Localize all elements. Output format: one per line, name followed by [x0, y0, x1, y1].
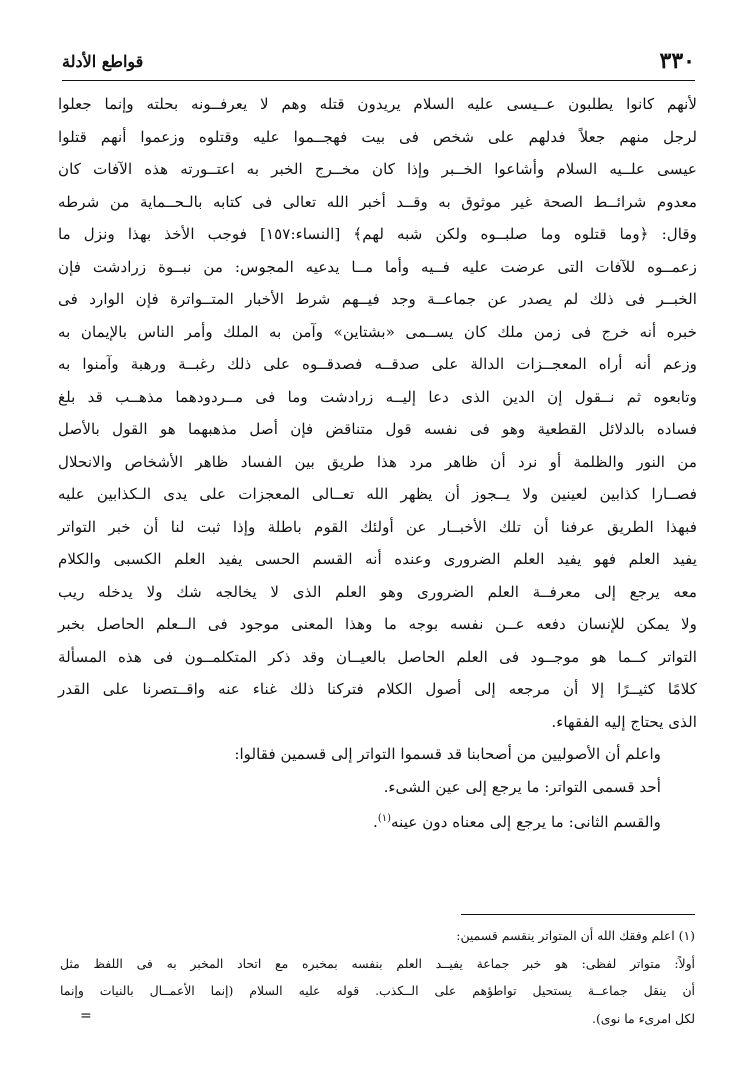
text-line: خبره أنه خرج فى زمن ملك كان يســمى «بشتاين» وآمن به الملك وأمر الناس بالإيمان به: [58, 322, 697, 341]
header-rule: [62, 80, 695, 81]
footnote-line: أولاً: متواتر لفظى: هو خبر جماعة يفيــد العلم بنفسه بمخبره مع اتحاد المخبر به فى اللفظ مثل: [60, 955, 695, 971]
text-line-with-footnote: [58, 803, 697, 836]
text-line: لأنهم كانوا يطلبون عــيسى عليه السلام يريدون قتله وهم لا يعرفــونه بحلته وإنما جعلوا: [58, 95, 697, 113]
text-line: ولا يمكن للإنسان دفعه عــن نفسه بوجه ما وهذا المعنى موجود فى الــعلم الحاصل بخبر: [58, 615, 697, 633]
text-line: فبهذا الطريق عرفنا أن تلك الأخبــار عن أولئك القوم باطلة وإذا ثبت لنا أن خبر التواتر: [58, 517, 697, 536]
footnote-line: أن ينقل جماعــة يستحيل تواطؤهم على الــكذب. قوله عليه السلام (إنما الأعمــال بالنيات وإنما: [60, 983, 695, 998]
text-line: وزعم أنه أراه المعجــزات الدالة على صدقــه فصدقــوه على ذلك رغبــة ورهبة وآمنوا به: [58, 355, 697, 373]
main-text: [58, 88, 697, 836]
text-line: فصــارا كذابين لعينين ولا يــجوز أن يظهر الله تعــالى المعجزات على يدى الـكذابين عليه: [58, 485, 697, 503]
text-line: واعلم أن الأصوليين من أصحابنا قد قسموا التواتر إلى قسمين فقالوا:: [234, 745, 661, 763]
period: .: [373, 813, 378, 832]
footnote-separator: [461, 914, 695, 915]
text-line: الخبــر فى ذلك لم يصدر عن جماعــة وجد فيــهم شرط الأخبار المتــواترة فإن الوارد فى: [58, 290, 697, 308]
text-line: معدوم شرائــط الصحة غير موثوق به وقــد أخبر الله تعالى فى كتابه بالـحــماية من شرطه: [58, 192, 697, 211]
text-line: يفيد العلم فهو يفيد العلم الضرورى وعنده أنه القسم الحسى يفيد العلم الكسبى والكلام: [58, 550, 697, 568]
text-line: عيسى علــيه السلام وأشاعوا الخــبر وإذا كان مخــرج الخبر به اعتــورته هذه الآفات كان: [58, 160, 697, 178]
text-line: كلامًا كثيــرًا إلا أن مرجعه إلى أصول الكلام فتركنا ذلك غناء عنه واقــتصرنا على القدر: [58, 680, 697, 698]
running-title: قواطع الأدلة: [62, 51, 144, 71]
footnote-line: لكل امرىء ما نوى).: [592, 1010, 695, 1026]
text-line: أحد قسمى التواتر: ما يرجع إلى عين الشىء.: [383, 777, 661, 796]
text-line: فساده بالدلائل القطعية وهو فى نفسه قول متناقض فإن أصل مذهبهما هو القول بالأصل: [58, 420, 697, 438]
footnotes: [60, 922, 695, 1032]
footnote-line: (١) اعلم وفقك الله أن المتواتر ينقسم قسمين:: [456, 928, 695, 943]
text-line: وتابعوه ثم نــقول إن الدين الذى دعا إليــه زرادشت وما فى مــردودهما مذهــب قد بلغ: [58, 387, 697, 406]
text-line: معه يرجع إلى معرفــة العلم الضرورى وهو العلم الذى لا يخالجه شك ولا يدخله ريب: [58, 582, 697, 601]
page-number: ٣٣٠: [659, 48, 695, 74]
text-line: الذى يحتاج إليه الفقهاء.: [551, 712, 697, 731]
text-line: من النور والظلمة أو نرد أن ظاهر مرد هذا طريق بين الفساد ظاهر الأشخاص والانحلال: [58, 452, 697, 471]
footnote-reference: (١): [377, 813, 392, 824]
text-line: وقال: ﴿وما قتلوه وما صلبــوه ولكن شبه لهم﴾ [النساء:١٥٧] فوجب الأخذ بهذا ونزل ما: [58, 225, 697, 243]
text-line: زعمــوه للآفات التى عرضت عليه فــيه وأما مــا يدعيه المجوس: من نبــوة زرادشت فإن: [58, 257, 697, 276]
page-header: [62, 44, 695, 78]
text-line: لرجل منهم جعلاً فدلهم على شخص فى بيت فهجــموا عليه وقتلوه وزعموا أنهم قتلوا: [58, 127, 697, 146]
text-line: التواتر كــما هو موجــود فى العلم الحاصل بالعيــان وقد ذكر المتكلمــون فى هذه المسألة: [58, 647, 697, 666]
continuation-mark: =: [80, 1008, 92, 1024]
text-line: والقسم الثانى: ما يرجع إلى معناه دون عينه: [391, 813, 661, 832]
